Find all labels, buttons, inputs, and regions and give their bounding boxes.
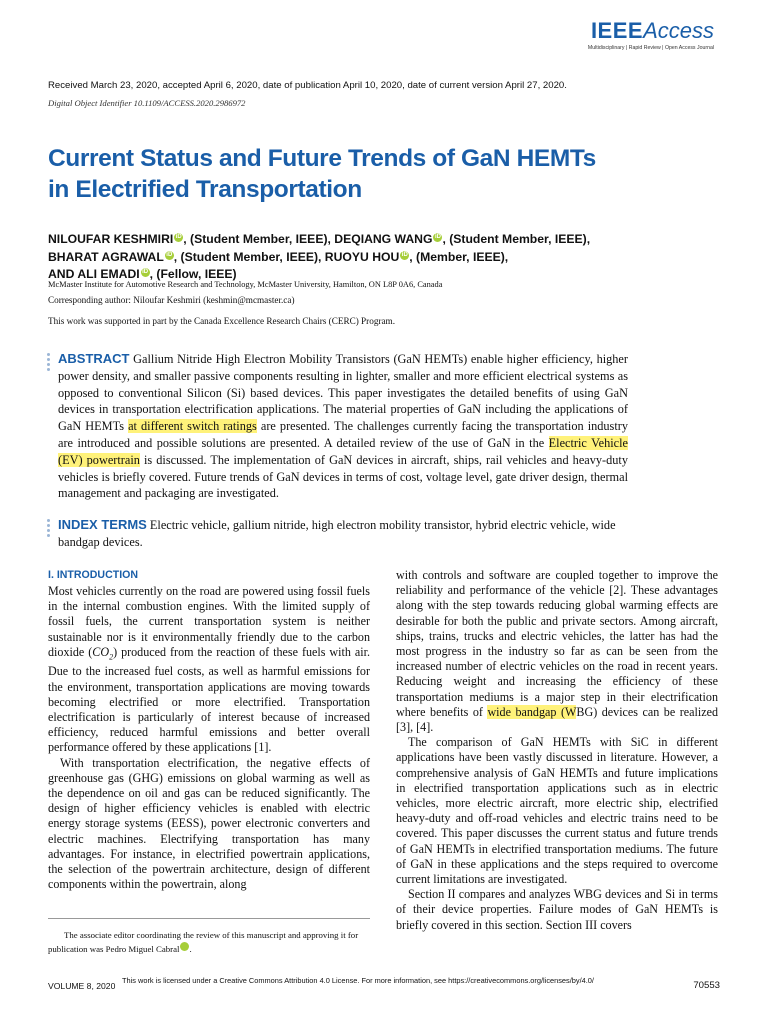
abstract-keyword: ABSTRACT: [58, 351, 130, 366]
paragraph-text: Most vehicles currently on the road are powered using fossil fuels in the internal combustion engines. With the limited supply of fossil fuels, the current transportation system is neither sustainable nor is it environmentally friendly due to the carbon dioxide (: [48, 584, 370, 659]
abstract-text: Gallium Nitride High Electron Mobility Transistors (GaN HEMTs) enable higher efficiency, higher power density, and smaller passive components resulting in lighter, smaller and more efficient electrical systems as opposed to conventional Silicon (Si) based devices. This paper investigates the detailed benefits of using GaN devices in transportation electrification applications. The material properties of GaN including the applications of GaN HEMTs: [58, 352, 628, 434]
author-role: , (Student Member, IEEE),: [173, 249, 325, 264]
page-number: 70553: [693, 980, 720, 991]
formula-subscript: 2: [109, 652, 114, 662]
orcid-icon[interactable]: iD: [142, 269, 149, 275]
received-dates: Received March 23, 2020, accepted April 6, 2020, date of publication April 10, 2020, date of current version April 27, 2020.: [48, 80, 567, 91]
journal-logo: [588, 20, 714, 51]
left-column: [48, 568, 370, 892]
formula-text: CO: [92, 644, 110, 659]
corresponding-author: Corresponding author: Niloufar Keshmiri (keshmin@mcmaster.ca): [48, 295, 295, 305]
orcid-icon[interactable]: iD: [434, 234, 441, 240]
orcid-icon[interactable]: iD: [166, 251, 173, 258]
paragraph: With transportation electrification, the negative effects of greenhouse gas (GHG) emissions on global warming as well as the dependence on oil and gas can be reduced significantly. The design of higher efficiency vehicles is enabled with electric energy storage systems (EESS), power electronic converters and electric machines. Electrifying transportation has many advantages. For instance, in electrified powertrain applications, the selection of the powertrain architecture, design of different components within the powertrain, along: [48, 755, 370, 892]
paragraph-text: ) produced from the reaction of these fuels with air. Due to the increased fuel costs, as well as harmful emissions for the environment, transportation applications are moving towards becoming electrified or more electrified. Transportation electrification is particularly of interest because of increased efficiency, reduced harmful emissions and better overall performance offered by these applications [1].: [48, 644, 370, 755]
author-name: RUOYU HOU: [324, 249, 400, 264]
logo-ieee: IEEE: [590, 18, 644, 43]
index-terms-text: Electric vehicle, gallium nitride, high electron mobility transistor, hybrid electric vehicle, wide bandgap devices.: [58, 518, 616, 549]
paragraph-text: with controls and software are coupled together to improve the reliability and performance of the vehicle [2]. These advantages along with the step towards reducing global warming effects are desirable for both the public and private sectors. Among aircraft, ships, trains, trucks and electric vehicles, the latter has had the most progress in the industry so far as can be seen from the increased number of electric vehicles on the road in recent years. Reducing weight and increasing the efficiency of these transportation mediums is a major step in their electrification where benefits of: [396, 568, 718, 719]
author-role: , (Fellow, IEEE): [149, 267, 237, 281]
author-role: , (Member, IEEE),: [409, 249, 509, 264]
affiliation: McMaster Institute for Automotive Research and Technology, McMaster University, Hamilton, ON L8P 0A6, Canada: [48, 280, 443, 289]
orcid-icon[interactable]: iD: [180, 942, 189, 951]
license-notice: This work is licensed under a Creative Commons Attribution 4.0 License. For more information, see https://creativecommons.org/licenses/by/4.0/: [122, 976, 594, 985]
author-name: BHARAT AGRAWAL: [48, 249, 164, 264]
section-heading: I. INTRODUCTION: [48, 569, 139, 581]
title-line-1: Current Status and Future Trends of GaN HEMTs: [48, 145, 596, 172]
author-list: [48, 231, 728, 284]
paragraph: Section II compares and analyzes WBG devices and Si in terms of their device properties. Failure modes of GaN HEMTs is briefly covered in this section. Section III covers: [396, 887, 718, 932]
doi-line: Digital Object Identifier 10.1109/ACCESS.2020.2986972: [48, 98, 246, 108]
footnote-text: The associate editor coordinating the review of this manuscript and approving it for publication was Pedro Miguel Cabral: [48, 930, 359, 954]
formula-co2: [92, 644, 114, 662]
title-line-2: in Electrified Transportation: [48, 176, 362, 203]
logo-access: Access: [643, 18, 714, 43]
footnote-end: .: [189, 944, 192, 954]
abstract: [58, 351, 628, 502]
author-role: , (Student Member, IEEE),: [442, 232, 591, 246]
footnote: [48, 928, 370, 956]
volume-label: VOLUME 8, 2020: [48, 981, 116, 991]
paragraph: [396, 568, 718, 735]
author-role: , (Student Member, IEEE),: [183, 232, 335, 246]
orcid-icon[interactable]: iD: [401, 251, 408, 258]
paper-title: [48, 143, 688, 205]
author-name: NILOUFAR KESHMIRI: [48, 232, 174, 246]
abstract-marker-icon: [47, 353, 54, 373]
highlight: Electric Vehicle (EV) powertrain: [58, 435, 628, 467]
highlight: wide bandgap (W: [487, 704, 577, 719]
footnote-divider: [48, 918, 370, 919]
funding-statement: This work was supported in part by the Canada Excellence Research Chairs (CERC) Program.: [48, 316, 395, 326]
index-terms-marker-icon: [47, 519, 54, 539]
abstract-text: are presented. The challenges currently facing the transportation industry are introduced and possible solutions are presented. A detailed review of the use of GaN in the: [58, 419, 628, 450]
author-name: AND ALI EMADI: [48, 267, 140, 281]
orcid-icon[interactable]: iD: [175, 234, 182, 240]
index-terms: [58, 517, 628, 551]
right-column: [396, 568, 718, 933]
paragraph: [48, 584, 370, 756]
paragraph: The comparison of GaN HEMTs with SiC in different applications have been vastly discussed in literature. However, a comprehensive analysis of GaN HEMTs and future implications in electrified transportation applications such as in electric vehicles, more electric aircraft, more electric ship, electrified heavy-duty and off-road vehicles and electric trains need to be covered. This paper discusses the current status and future trends of GaN HEMTs in electrified transportation mediums. The future of GaN in these applications and the steps required to overcome current limitations are investigated.: [396, 735, 718, 887]
abstract-text: is discussed. The implementation of GaN devices in aircraft, ships, rail vehicles and heavy-duty vehicles is briefly covered. Future trends of GaN devices in terms of cost, voltage level, gate driver design, thermal management and packaging are investigated.: [58, 452, 628, 501]
author-name: DEQIANG WANG: [334, 232, 433, 246]
highlight: at different switch ratings: [128, 419, 257, 434]
paragraph-text: BG) devices can be realized [3], [4].: [396, 704, 718, 735]
logo-tagline: Multidisciplinary | Rapid Review | Open Access Journal: [587, 45, 714, 51]
index-terms-keyword: INDEX TERMS: [58, 517, 147, 532]
